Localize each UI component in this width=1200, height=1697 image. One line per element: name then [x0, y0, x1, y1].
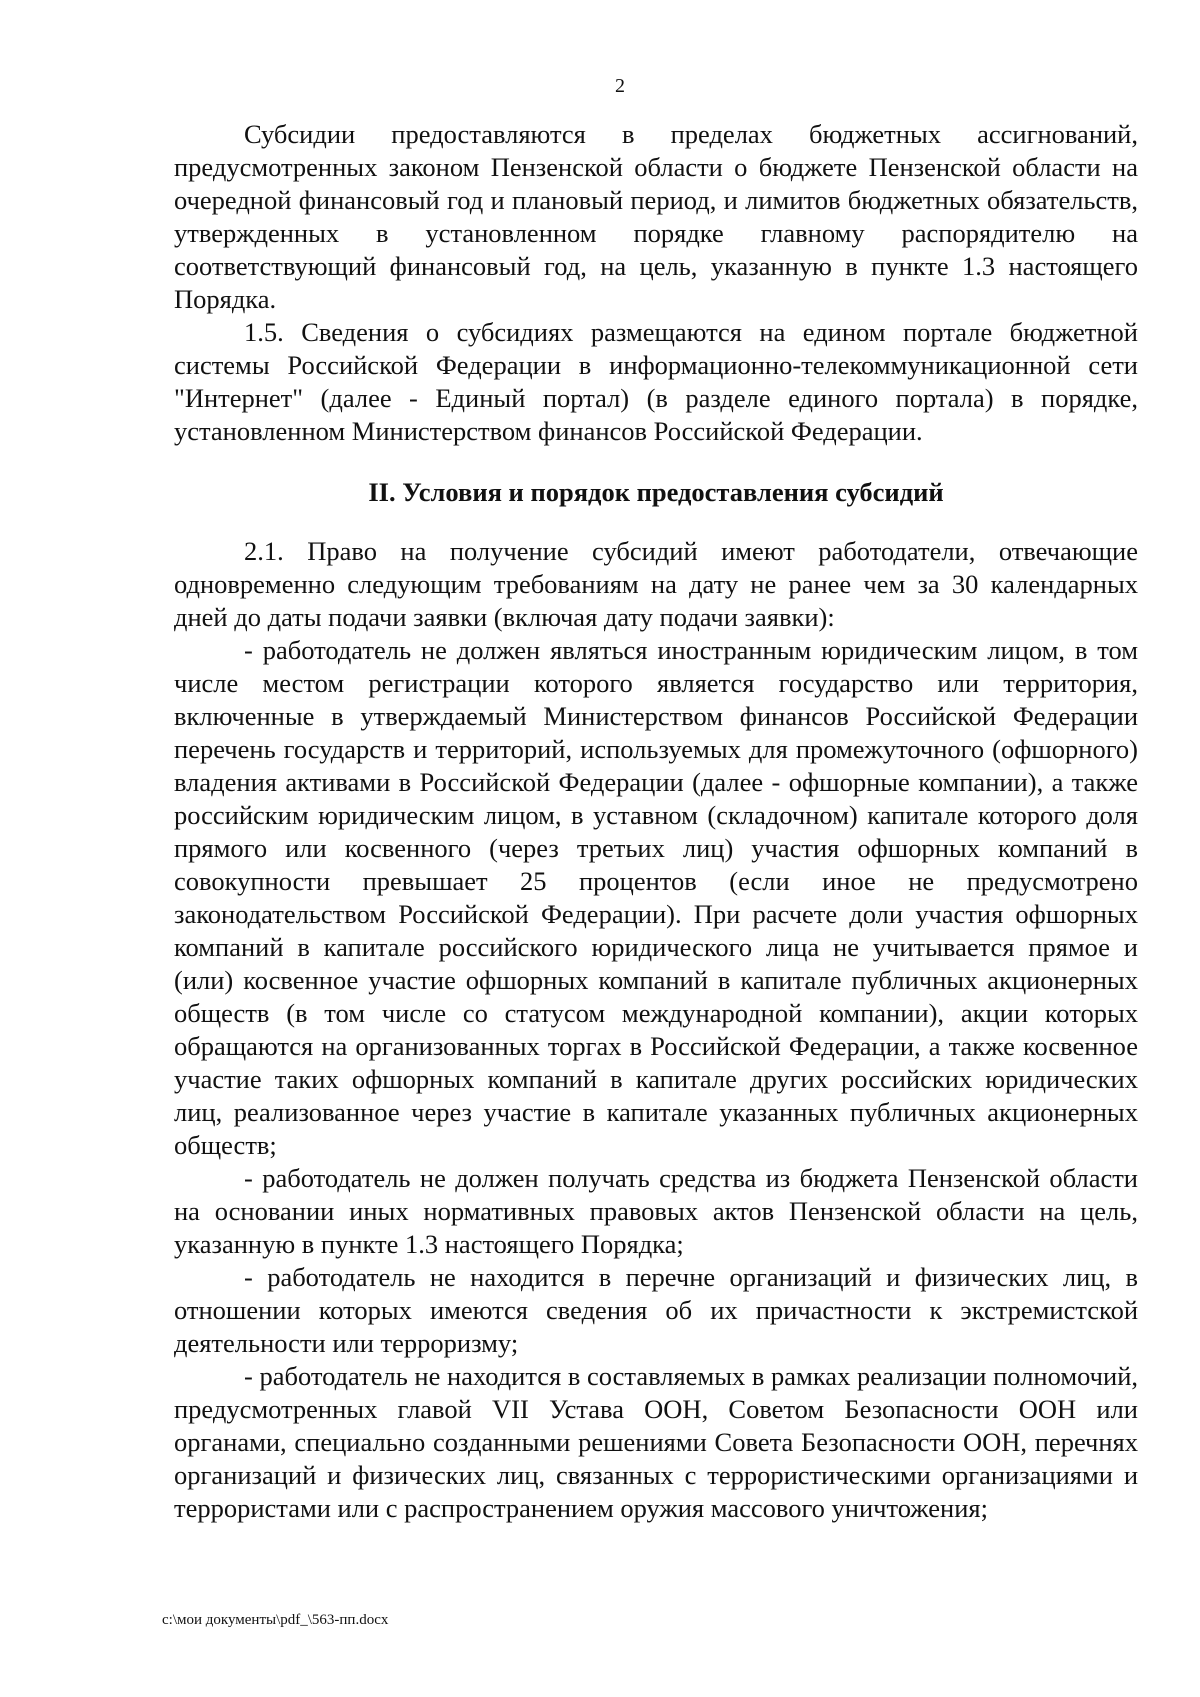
- document-body: [174, 118, 1138, 1525]
- section-heading: II. Условия и порядок предоставления субсидий: [368, 477, 944, 507]
- requirement-offshore: - работодатель не должен являться иностранным юридическим лицом, в том числе местом регистрации которого является государство или территория, включенные в утверждаемый Министерством финансов Российской Федерации перечень государств и территорий, используемых для промежуточного (офшорного) владения активами в Российской Федерации (далее - офшорные компании), а также российским юридическим лицом, в уставном (складочном) капитале которого доля прямого или косвенного (через третьих лиц) участия офшорных компаний в совокупности превышает 25 процентов (если иное не предусмотрено законодательством Российской Федерации). При расчете доли участия офшорных компаний в капитале российского юридического лица не учитывается прямое и (или) косвенное участие офшорных компаний в капитале публичных акционерных обществ (в том числе со статусом международной компании), акции которых обращаются на организованных торгах в Российской Федерации, а также косвенное участие таких офшорных компаний в капитале других российских юридических лиц, реализованное через участие в капитале указанных публичных акционерных обществ;: [174, 635, 1138, 1160]
- footer-file-path: c:\мои документы\pdf_\563-пп.docx: [162, 1612, 389, 1628]
- requirement-no-other-funds: - работодатель не должен получать средства из бюджета Пензенской области на основании иных нормативных правовых актов Пензенской области на цель, указанную в пункте 1.3 настоящего Порядка;: [174, 1163, 1138, 1259]
- paragraph-budget-limits: Субсидии предоставляются в пределах бюджетных ассигнований, предусмотренных законом Пензенской области о бюджете Пензенской области на очередной финансовый год и плановый период, и лимитов бюджетных обязательств, утвержденных в установленном порядке главному распорядителю на соответствующий финансовый год, на цель, указанную в пункте 1.3 настоящего Порядка.: [174, 119, 1138, 314]
- requirement-un-list: - работодатель не находится в составляемых в рамках реализации полномочий, предусмотренных главой VII Устава ООН, Советом Безопасности ООН или органами, специально созданными решениями Совета Безопасности ООН, перечнях организаций и физических лиц, связанных с террористическими организациями и террористами или с распространением оружия массового уничтожения;: [174, 1361, 1138, 1523]
- requirement-extremism-list: - работодатель не находится в перечне организаций и физических лиц, в отношении которых имеются сведения об их причастности к экстремистской деятельности или терроризму;: [174, 1262, 1138, 1358]
- page-number: 2: [615, 75, 625, 97]
- paragraph-1-5-portal: 1.5. Сведения о субсидиях размещаются на едином портале бюджетной системы Российской Федерации в информационно-телекоммуникационной сети "Интернет" (далее - Единый портал) (в разделе единого портала) в порядке, установленном Министерством финансов Российской Федерации.: [174, 317, 1138, 446]
- paragraph-2-1: 2.1. Право на получение субсидий имеют работодатели, отвечающие одновременно следующим требованиям на дату не ранее чем за 30 календарных дней до даты подачи заявки (включая дату подачи заявки):: [174, 536, 1138, 632]
